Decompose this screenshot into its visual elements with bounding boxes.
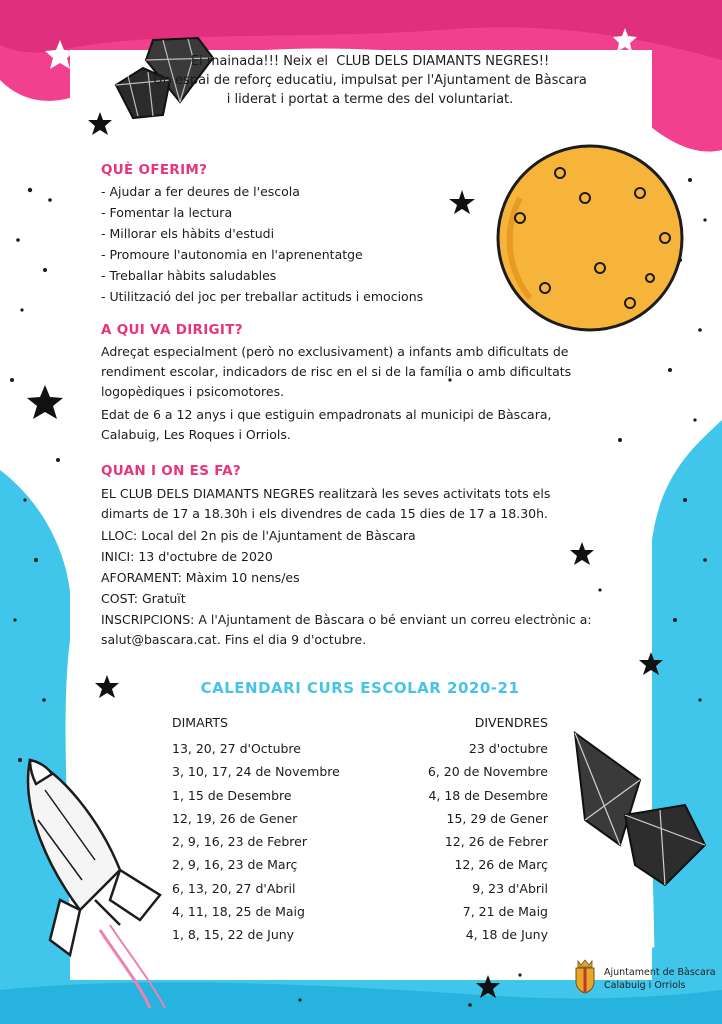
dimarts-date: 12, 19, 26 de Gener [172, 810, 298, 826]
intro-prefix: Ei mainada!!! Neix el [190, 54, 328, 69]
offer-list [101, 182, 423, 308]
cost-value: Gratuït [137, 591, 186, 606]
divendres-date: 12, 26 de Març [454, 857, 548, 873]
cost-line [101, 589, 186, 609]
dimarts-date: 2, 9, 16, 23 de Febrer [172, 834, 307, 850]
crystals-illustration [565, 725, 715, 890]
schedule-rest: realitzarà les seves activitats tots els dimarts de 17 a 18.30h i els divendres de cada 15 dies de 17 a 18.30h. [101, 486, 551, 521]
intro-line-1 [110, 52, 630, 71]
divendres-date: 9, 23 d'Abril [472, 880, 548, 896]
inscripcions-label: INSCRIPCIONS: [101, 612, 195, 627]
calendar-title: CALENDARI CURS ESCOLAR 2020-21 [200, 679, 520, 697]
inici-line [101, 547, 273, 567]
dimarts-label: DIMARTS [172, 715, 228, 730]
audience-heading: A QUI VA DIRIGIT? [101, 322, 243, 338]
offer-heading: QUÈ OFERIM? [101, 162, 208, 178]
coat-of-arms-logo [572, 958, 598, 994]
dimarts-date: 3, 10, 17, 24 de Novembre [172, 764, 340, 780]
audience-para-1: Adreçat especialment (però no exclusivament) a infants amb dificultats de rendiment escolar, indicadors de risc en el si de la família o amb dificultats logopèdiques i psicomotores. [101, 344, 572, 399]
dimarts-list [172, 737, 340, 947]
dimarts-date: 13, 20, 27 d'Octubre [172, 741, 301, 756]
dimarts-date: 1, 8, 15, 22 de Juny [172, 927, 295, 943]
lloc-line [101, 526, 416, 546]
dimarts-date: 4, 11, 18, 25 de Maig [172, 904, 305, 920]
rocket-illustration [0, 750, 180, 1010]
when-heading: QUAN I ON ES FA? [101, 463, 242, 479]
divendres-date: 4, 18 de Desembre [428, 787, 548, 803]
intro-line-2: Un espai de reforç educatiu, impulsat per l'Ajuntament de Bàscara [153, 73, 587, 88]
schedule-text [101, 484, 601, 524]
audience-para-2: Edat de 6 a 12 anys i que estiguin empadronats al municipi de Bàscara, Calabuig, Les Roques i Orriols. [101, 407, 552, 442]
logo-text [604, 966, 716, 992]
divendres-label: DIVENDRES [474, 715, 548, 730]
logo-line-1: Ajuntament de Bàscara [604, 967, 716, 978]
offer-item: - Treballar hàbits saludables [101, 268, 277, 283]
offer-item: - Fomentar la lectura [101, 205, 233, 220]
inscripcions-line [101, 610, 601, 650]
lloc-value: Local del 2n pis de l'Ajuntament de Bàscara [137, 528, 416, 543]
inici-value: 13 d'octubre de 2020 [134, 549, 273, 564]
planet-illustration [490, 138, 690, 338]
logo-line-2: Calabuig i Orriols [604, 980, 686, 991]
dimarts-date: 6, 13, 20, 27 d'Abril [172, 880, 296, 896]
divendres-date: 6, 20 de Novembre [427, 764, 548, 780]
offer-item: - Utilització del joc per treballar actituds i emocions [101, 289, 424, 304]
intro-club-name: CLUB DELS DIAMANTS NEGRES!! [336, 54, 550, 69]
schedule-club-name: EL CLUB DELS DIAMANTS NEGRES [101, 486, 315, 501]
divendres-date: 23 d'octubre [468, 741, 548, 756]
divendres-date: 4, 18 de Juny [465, 927, 548, 943]
divendres-list [348, 737, 548, 947]
offer-item: - Promoure l'autonomia en l'aprenentatge [101, 247, 363, 262]
aforament-label: AFORAMENT: [101, 570, 182, 585]
divendres-date: 15, 29 de Gener [446, 810, 548, 826]
intro-block [110, 52, 630, 109]
inscripcions-value: A l'Ajuntament de Bàscara o bé enviant un correu electrònic a: salut@bascara.cat. Fins el dia 9 d'octubre. [101, 612, 592, 647]
offer-item: - Ajudar a fer deures de l'escola [101, 184, 300, 199]
divendres-date: 12, 26 de Febrer [444, 834, 548, 850]
aforament-value: Màxim 10 nens/es [181, 570, 300, 585]
lloc-label: LLOC: [101, 528, 138, 543]
dimarts-date: 1, 15 de Desembre [172, 787, 292, 803]
aforament-line [101, 568, 300, 588]
intro-line-3: i liderat i portat a terme des del voluntariat. [226, 92, 514, 107]
offer-item: - Millorar els hàbits d'estudi [101, 226, 275, 241]
dimarts-date: 2, 9, 16, 23 de Març [172, 857, 298, 873]
divendres-date: 7, 21 de Maig [462, 904, 548, 920]
cost-label: COST: [101, 591, 138, 606]
inici-label: INICI: [101, 549, 135, 564]
